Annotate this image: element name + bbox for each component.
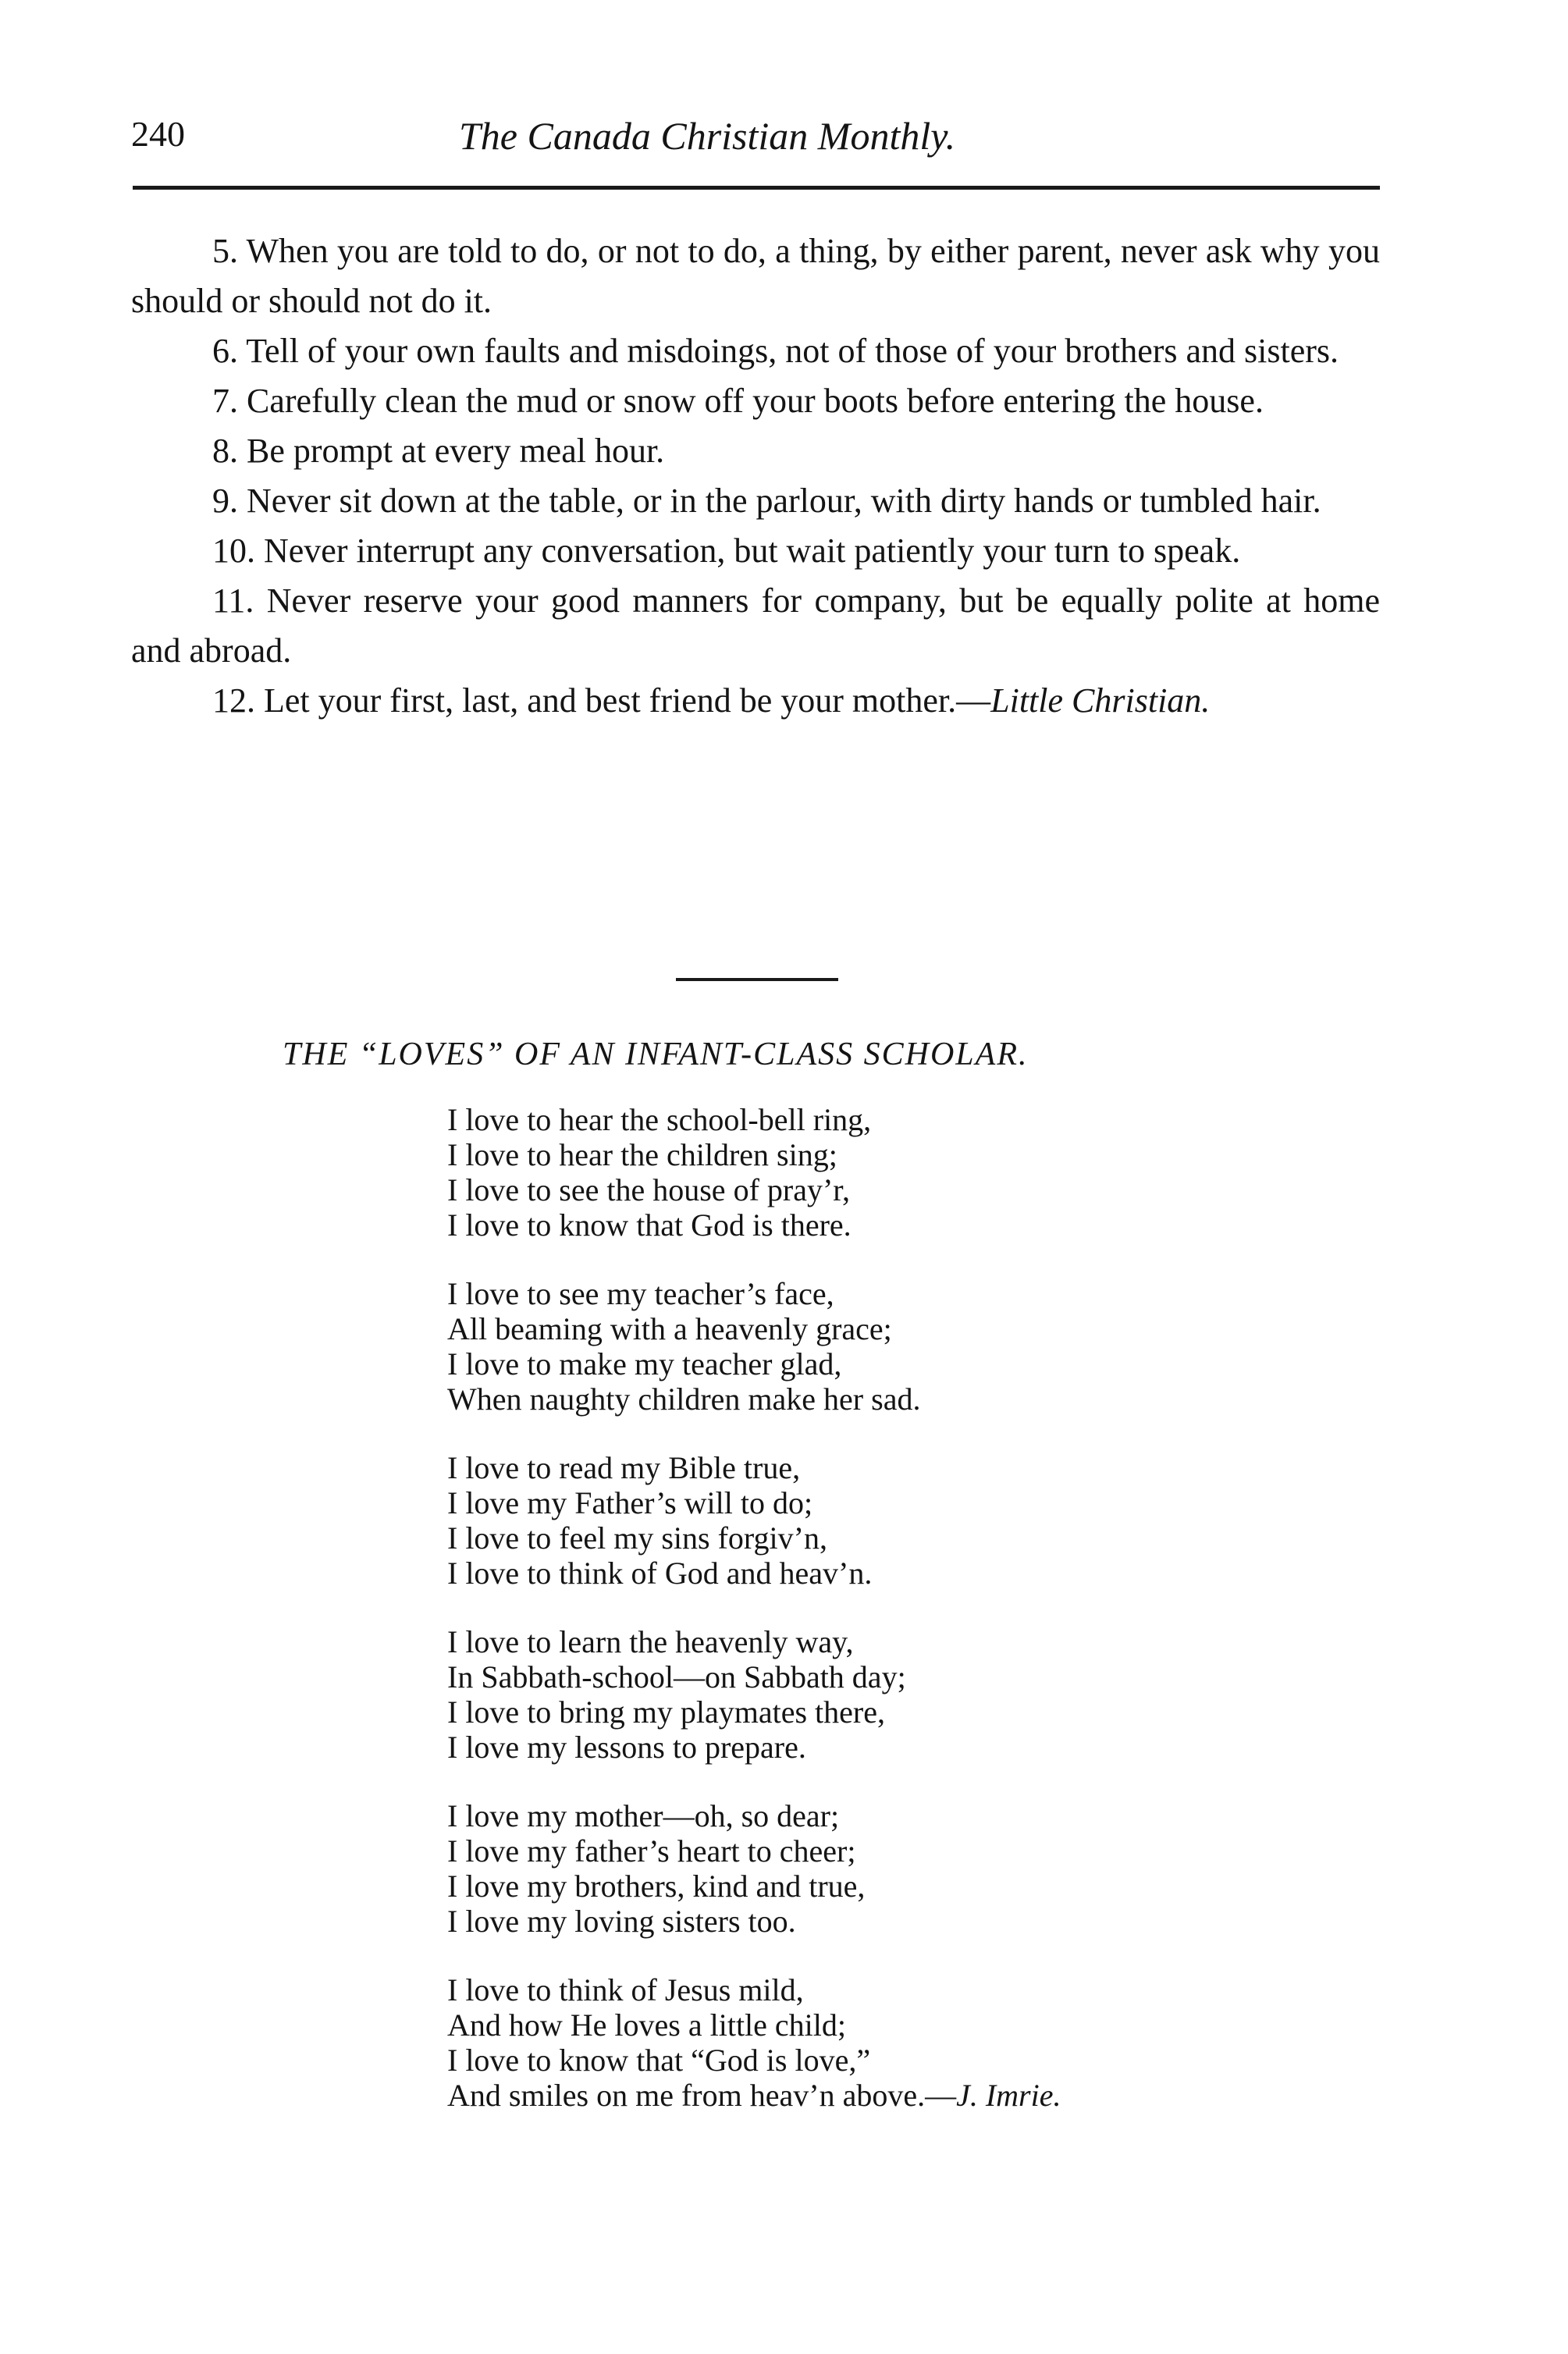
- rule-item: [131, 676, 1380, 726]
- rule-number: 7.: [212, 382, 238, 420]
- stanza: [447, 1624, 1384, 1765]
- poem-line: In Sabbath-school—on Sabbath day;: [447, 1659, 906, 1694]
- rule-item: [131, 376, 1380, 426]
- rule-number: 8.: [212, 432, 238, 470]
- poem: [447, 1102, 1384, 2146]
- poem-line-text: And smiles on me from heav’n above.—: [447, 2078, 957, 2113]
- rule-item: [131, 226, 1380, 326]
- poem-line: All beaming with a heavenly grace;: [447, 1311, 892, 1346]
- journal-title: The Canada Christian Monthly.: [459, 114, 956, 158]
- rule-item: [131, 476, 1380, 526]
- poem-line: I love to make my teacher glad,: [447, 1346, 842, 1381]
- poem-line: I love to know that “God is love,”: [447, 2043, 871, 2078]
- rule-number: 6.: [212, 332, 238, 370]
- poem-line: And how He loves a little child;: [447, 2007, 847, 2043]
- rule-text: Tell of your own faults and misdoings, not of those of your brothers and sisters.: [246, 332, 1339, 370]
- stanza: [447, 1102, 1384, 1243]
- stanza: [447, 1450, 1384, 1591]
- rule-text: Carefully clean the mud or snow off your boots before entering the house.: [247, 382, 1264, 420]
- poem-line: I love to hear the school-bell ring,: [447, 1102, 872, 1137]
- rule-text: Never reserve your good manners for company, but be equally polite at home and abroad.: [131, 581, 1381, 670]
- poem-line: I love my mother—oh, so dear;: [447, 1798, 840, 1833]
- rule-text: When you are told to do, or not to do, a thing, by either parent, never ask why you should or should not do it.: [131, 232, 1380, 320]
- stanza: [447, 1798, 1384, 1939]
- rule-item: [131, 326, 1380, 376]
- poem-line: I love to think of God and heav’n.: [447, 1556, 873, 1591]
- poem-line: I love to learn the heavenly way,: [447, 1624, 854, 1659]
- poem-line: I love to see my teacher’s face,: [447, 1276, 834, 1311]
- stanza: [447, 1972, 1384, 2113]
- header-rule: [133, 186, 1380, 190]
- rule-item: [131, 526, 1380, 576]
- poem-line: [447, 2078, 1384, 2113]
- poem-line: I love to think of Jesus mild,: [447, 1972, 804, 2007]
- rule-number: 11.: [212, 581, 254, 620]
- poem-title: THE “LOVES” OF AN INFANT-CLASS SCHOLAR.: [283, 1037, 1029, 1072]
- rule-number: 9.: [212, 482, 238, 520]
- poem-line: I love to bring my playmates there,: [447, 1694, 885, 1730]
- rule-text: Never interrupt any conversation, but wait patiently your turn to speak.: [264, 532, 1241, 570]
- running-header: [131, 113, 1380, 176]
- poem-line: When naughty children make her sad.: [447, 1381, 921, 1417]
- rule-number: 5.: [212, 232, 238, 270]
- rule-text: Never sit down at the table, or in the parlour, with dirty hands or tumbled hair.: [247, 482, 1321, 520]
- poem-line: I love my brothers, kind and true,: [447, 1869, 866, 1904]
- poem-line: I love to see the house of pray’r,: [447, 1172, 850, 1207]
- rule-source: Little Christian.: [990, 681, 1211, 720]
- poem-author: J. Imrie.: [956, 2078, 1061, 2113]
- poem-line: I love to read my Bible true,: [447, 1450, 801, 1485]
- poem-line: I love to hear the children sing;: [447, 1137, 837, 1172]
- rule-text: Be prompt at every meal hour.: [247, 432, 665, 470]
- rules-list: [131, 226, 1380, 726]
- section-divider: [676, 978, 838, 981]
- rule-item: [131, 576, 1380, 676]
- stanza: [447, 1276, 1384, 1417]
- rule-number: 12.: [212, 681, 255, 720]
- rule-number: 10.: [212, 532, 255, 570]
- poem-line: I love my father’s heart to cheer;: [447, 1833, 856, 1869]
- poem-line: I love to know that God is there.: [447, 1207, 852, 1243]
- poem-line: I love my loving sisters too.: [447, 1904, 796, 1939]
- rule-text: Let your first, last, and best friend be your mother.—: [264, 681, 991, 720]
- rule-item: [131, 426, 1380, 476]
- page-number: 240: [131, 114, 185, 154]
- poem-line: I love to feel my sins forgiv’n,: [447, 1520, 827, 1556]
- poem-line: I love my lessons to prepare.: [447, 1730, 806, 1765]
- poem-line: I love my Father’s will to do;: [447, 1485, 813, 1520]
